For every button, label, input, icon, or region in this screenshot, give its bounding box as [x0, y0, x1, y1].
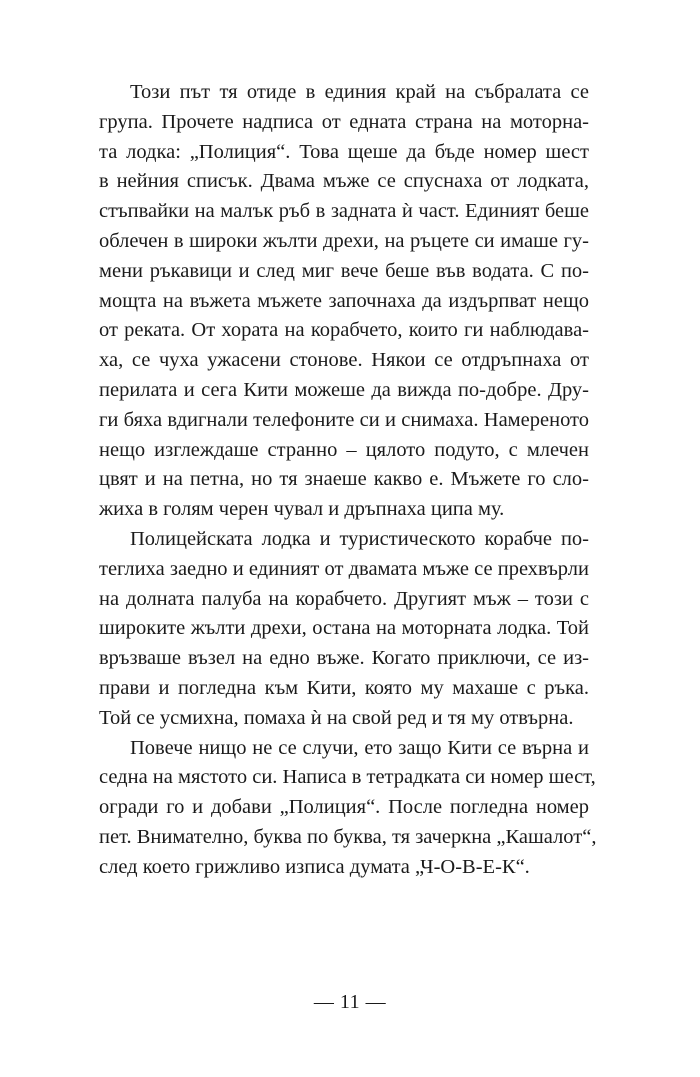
text-line: огради го и добави „Полиция“. После погледна номер: [99, 796, 589, 819]
text-line: в нейния списък. Двама мъже се спуснаха от лодката,: [99, 170, 589, 193]
text-line: от реката. От хората на корабчето, които ги наблюдава-: [99, 319, 589, 342]
text-line: мощта на въжета мъжете започнаха да издърпват нещо: [99, 289, 589, 312]
text-line: перилата и сега Кити можеше да вижда по-добре. Дру-: [99, 378, 589, 401]
text-line: група. Прочете надписа от едната страна на моторна-: [99, 110, 589, 133]
text-line: Полицейската лодка и туристическото корабче по-: [130, 527, 589, 550]
text-line: прави и погледна към Кити, която му махаше с ръка.: [99, 676, 589, 699]
text-line: широките жълти дрехи, остана на моторната лодка. Той: [99, 617, 589, 640]
text-line: седна на мястото си. Написа в тетрадката си номер шест,: [99, 766, 596, 789]
body-text: [99, 78, 597, 883]
text-line: Този път тя отиде в единия край на събралата се: [130, 81, 589, 103]
text-line: на долната палуба на корабчето. Другият мъж – този с: [99, 587, 589, 610]
text-line: стъпвайки на малък ръб в задната ѝ част. Единият беше: [99, 200, 589, 223]
text-line: Той се усмихна, помаха ѝ на свой ред и тя му отвърна.: [99, 706, 574, 729]
text-line: теглиха заедно и единият от двамата мъже се прехвърли: [99, 557, 589, 580]
text-line: връзваше възел на едно въже. Когато приключи, се из-: [99, 647, 589, 670]
text-line: нещо изглеждаше странно – цялото подуто, с млечен: [99, 438, 589, 461]
page-number: — 11 —: [313, 991, 387, 1013]
text-line: пет. Внимателно, буква по буква, тя зачеркна „Кашалот“,: [99, 825, 597, 848]
text-line: ха, се чуха ужасени стонове. Някои се отдръпнаха от: [99, 349, 589, 372]
text-line: след което грижливо изписа думата „Ч-О-В-Е-К“.: [99, 855, 530, 878]
text-line: цвят и на петна, но тя знаеше какво е. Мъжете го сло-: [99, 468, 589, 491]
text-line: ги бяха вдигнали телефоните си и снимаха. Намереното: [99, 408, 589, 431]
text-line: та лодка: „Полиция“. Това щеше да бъде номер шест: [99, 140, 589, 163]
text-line: мени ръкавици и след миг вече беше във водата. С по-: [99, 259, 589, 282]
text-line: жиха в голям черен чувал и дръпнаха ципа му.: [99, 498, 505, 521]
text-line: облечен в широки жълти дрехи, на ръцете си имаше гу-: [99, 229, 589, 252]
text-line: Повече нищо не се случи, ето защо Кити се върна и: [130, 736, 589, 759]
